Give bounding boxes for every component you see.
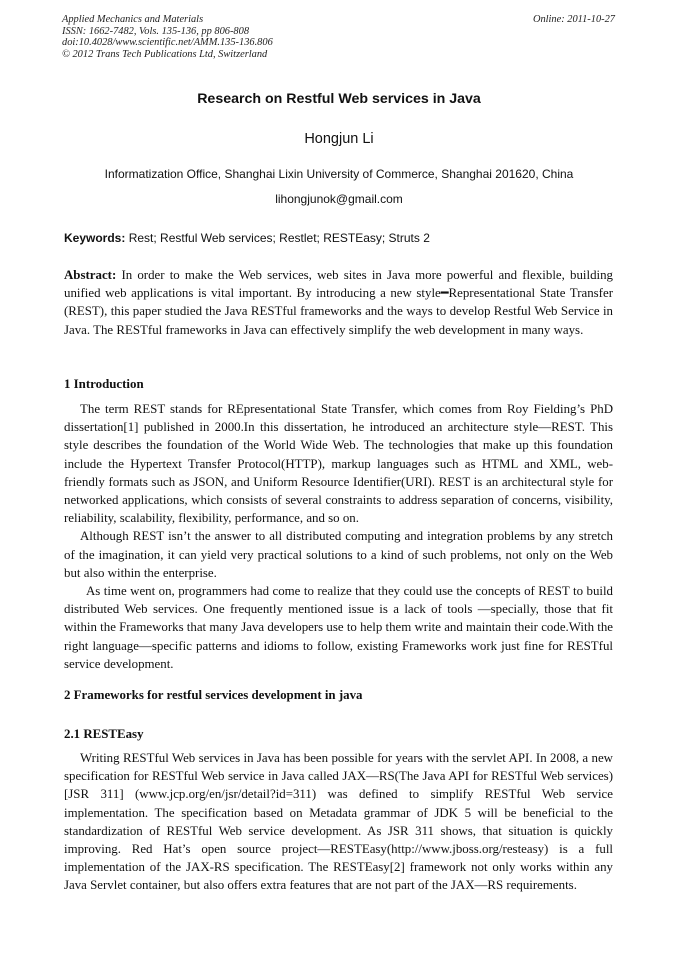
abstract-text: In order to make the Web services, web sites in Java more powerful and flexible, building unified web applications is vital important. By introducing a new style━Representational State Transfer (REST), this paper studied the Java RESTful frameworks and the ways to develop Restful Web Service in Java. The RESTful frameworks in Java can effectively simplify the web development in many ways. xyxy=(64,268,613,337)
intro-paragraph-3: As time went on, programmers had come to realize that they could use the concepts of REST to build distributed Web services. One frequently mentioned issue is a lack of tools —specially, those that fit within the Frameworks that many Java developers use to help them write and maintain their code.With the right language—specific patterns and idioms to follow, existing Frameworks work just fine for RESTful service development. xyxy=(64,584,613,671)
doi-line: doi:10.4028/www.scientific.net/AMM.135-136.806 xyxy=(62,37,273,49)
keywords-text: Rest; Restful Web services; Restlet; RESTEasy; Struts 2 xyxy=(125,231,430,245)
journal-name: Applied Mechanics and Materials xyxy=(62,14,204,25)
online-date: Online: 2011-10-27 xyxy=(532,14,615,25)
issn-line: ISSN: 1662-7482, Vols. 135-136, pp 806-808 xyxy=(62,25,250,37)
author-affiliation: Informatization Office, Shanghai Lixin University of Commerce, Shanghai 201620, China xyxy=(104,167,574,181)
author-email: lihongjunok@gmail.com xyxy=(275,192,403,206)
abstract xyxy=(64,266,613,339)
section-heading-frameworks: 2 Frameworks for restful services development in java xyxy=(64,688,363,702)
copyright-line: © 2012 Trans Tech Publications Ltd, Switzerland xyxy=(62,48,268,60)
intro-paragraph-2: Although REST isn’t the answer to all distributed computing and integration problems by any stretch of the imagination, it can yield very practical solutions to a kind of such problems, not only on the Web but also within the enterprise. xyxy=(64,529,613,580)
intro-paragraph-1: The term REST stands for REpresentational State Transfer, which comes from Roy Fielding’s PhD dissertation[1] published in 2000.In this dissertation, he introduced an architecture style—REST. This style describes the foundation of the World Wide Web. The technologies that make up this foundation include the Hypertext Transfer Protocol(HTTP), markup languages such as HTML and XML, web-friendly formats such as JSON, and Uniform Resource Identifier(URI). REST is an architectural style for networked applications, which consists of several constraints to address separation of concerns, visibility, reliability, scalability, flexibility, performance, and so on. xyxy=(64,402,613,526)
keywords-line xyxy=(64,231,616,245)
abstract-label: Abstract: xyxy=(64,268,117,282)
journal-header xyxy=(62,14,273,60)
introduction-body xyxy=(64,400,613,673)
author-name: Hongjun Li xyxy=(304,131,374,147)
paper-title: Research on Restful Web services in Java xyxy=(197,91,481,107)
resteasy-paragraph-1: Writing RESTful Web services in Java has been possible for years with the servlet API. In 2008, a new specification for RESTful Web service in Java called JAX—RS(The Java API for RESTful Web services)[JSR 311] (www.jcp.org/en/jsr/detail?id=311) was defined to simplify RESTful Web service implementation. The specification based on Metadata grammar of JDK 5 will be beneficial to the standardization of RESTful Web service development. As JSR 311 shows, that situation is quickly improving. Red Hat’s open source project—RESTEasy(http://www.jboss.org/resteasy) is a full implementation of the JAX-RS specification. The RESTEasy[2] framework not only works within any Java Servlet container, but also offers extra features that are not part of the JAX—RS requirements. xyxy=(64,751,613,893)
subsection-heading-resteasy: 2.1 RESTEasy xyxy=(64,727,144,741)
section-heading-introduction: 1 Introduction xyxy=(64,377,144,391)
keywords-label: Keywords: xyxy=(64,231,126,245)
resteasy-body xyxy=(64,749,613,895)
